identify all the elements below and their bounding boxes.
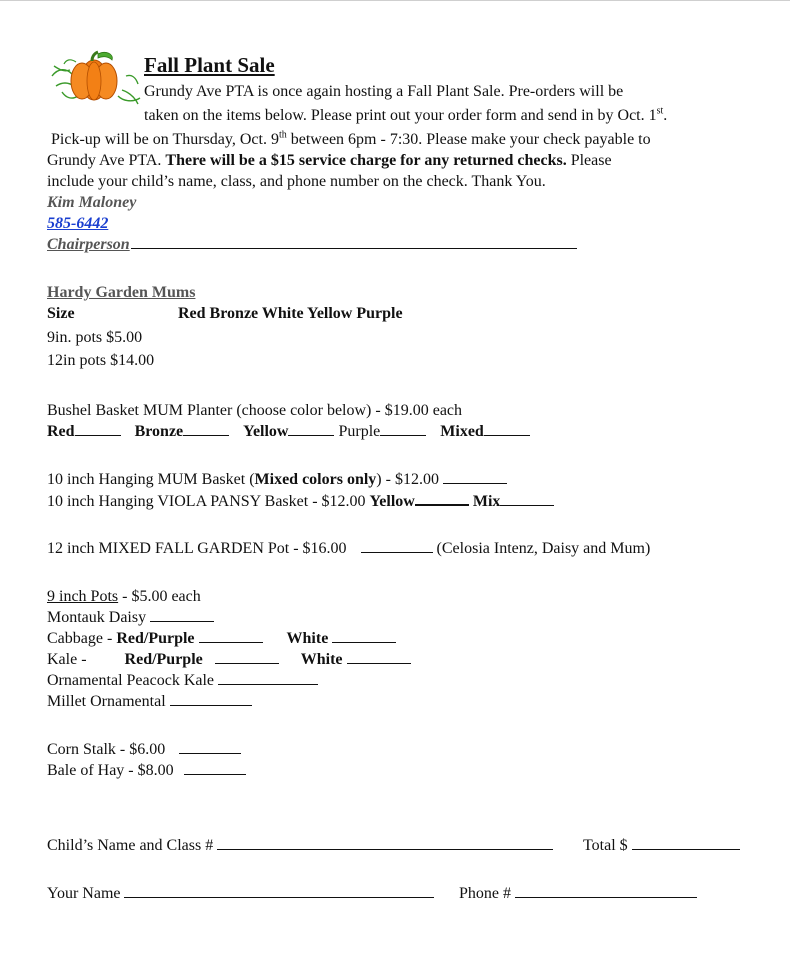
kale-red-label: Red/Purple: [124, 651, 203, 668]
chairperson-rule: [131, 234, 577, 249]
cabbage-white-label: White: [286, 630, 329, 647]
nine-inch-price: - $5.00 each: [118, 588, 201, 605]
bushel-bronze-label: Bronze: [134, 423, 184, 440]
cabbage-red-blank[interactable]: [199, 628, 263, 643]
para-line-2-end: Please: [566, 152, 612, 169]
viola-mix-label: Mix: [472, 493, 501, 510]
bale-hay-line: [47, 760, 246, 781]
phone-line: [459, 883, 697, 904]
para-line-1-sup: th: [278, 129, 287, 141]
para-line-2: [47, 150, 767, 171]
contact-name: Kim Maloney: [47, 194, 137, 211]
kale-line: [47, 649, 411, 670]
total-line: [583, 835, 740, 856]
pumpkin-icon: [48, 46, 144, 108]
intro-line-2: [144, 105, 667, 126]
mum-12in-row: 12in pots $14.00: [47, 352, 155, 369]
kale-white-blank[interactable]: [347, 649, 411, 664]
viola-yellow-label: Yellow: [369, 493, 415, 510]
total-blank[interactable]: [632, 835, 740, 850]
mum-9in-row: 9in. pots $5.00: [47, 329, 143, 346]
nine-inch-title: 9 inch Pots: [47, 588, 119, 605]
kale-red-blank[interactable]: [215, 649, 279, 664]
hanging-mum-line: [47, 469, 507, 490]
phone-blank[interactable]: [515, 883, 697, 898]
cabbage-label: Cabbage -: [47, 630, 117, 647]
intro-line-1: Grundy Ave PTA is once again hosting a Fall Plant Sale. Pre-orders will be: [144, 83, 624, 100]
bushel-red-blank[interactable]: [75, 421, 121, 436]
bushel-basket-line: Bushel Basket MUM Planter (choose color below) - $19.00 each: [47, 402, 463, 419]
peacock-kale-blank[interactable]: [218, 670, 318, 685]
millet-label: Millet Ornamental: [47, 693, 166, 710]
millet-blank[interactable]: [170, 691, 252, 706]
intro-line-2-end: .: [663, 107, 668, 124]
cabbage-red-label: Red/Purple: [116, 630, 195, 647]
child-name-blank[interactable]: [217, 835, 553, 850]
your-name-label: Your Name: [47, 885, 121, 902]
kale-white-label: White: [300, 651, 343, 668]
page-title: Fall Plant Sale: [144, 53, 275, 77]
returned-check-warning: There will be a $15 service charge for any returned checks.: [165, 152, 567, 169]
mums-section-title: Hardy Garden Mums: [47, 284, 196, 301]
phone-label: Phone #: [459, 885, 511, 902]
bushel-color-options: [47, 421, 530, 442]
corn-stalk-line: [47, 739, 241, 760]
bushel-bronze-blank[interactable]: [183, 421, 229, 436]
bushel-purple-blank[interactable]: [380, 421, 426, 436]
hanging-mum-blank[interactable]: [443, 469, 507, 484]
montauk-daisy-label: Montauk Daisy: [47, 609, 147, 626]
hanging-viola-text: 10 inch Hanging VIOLA PANSY Basket - $12.00: [47, 493, 370, 510]
hanging-mum-mixed-only: Mixed colors only: [254, 471, 377, 488]
fall-garden-pot-text: 12 inch MIXED FALL GARDEN Pot - $16.00: [47, 540, 347, 557]
bushel-yellow-label: Yellow: [243, 423, 289, 440]
kale-label: Kale -: [47, 651, 87, 668]
intro-line-2-sup: st: [656, 105, 664, 117]
info-paragraph: [47, 129, 767, 192]
bale-hay-blank[interactable]: [184, 760, 246, 775]
corn-stalk-blank[interactable]: [179, 739, 241, 754]
hanging-mum-text: 10 inch Hanging MUM Basket (: [47, 471, 255, 488]
nine-inch-header: [47, 586, 201, 607]
child-name-line: [47, 835, 553, 856]
bushel-red-label: Red: [47, 423, 75, 440]
contact-phone-link[interactable]: 585-6442: [47, 215, 109, 232]
montauk-daisy-line: [47, 607, 214, 628]
hanging-mum-price: ) - $12.00: [376, 471, 439, 488]
fall-garden-pot-note: (Celosia Intenz, Daisy and Mum): [436, 540, 651, 557]
bushel-purple-label: Purple: [338, 423, 381, 440]
montauk-daisy-blank[interactable]: [150, 607, 214, 622]
intro-line-2-text: taken on the items below. Please print out your order form and send in by Oct. 1: [144, 107, 657, 124]
bushel-mixed-blank[interactable]: [484, 421, 530, 436]
bale-hay-label: Bale of Hay - $8.00: [47, 762, 174, 779]
fall-garden-pot-blank[interactable]: [361, 538, 433, 553]
top-border: [0, 0, 790, 1]
corn-stalk-label: Corn Stalk - $6.00: [47, 741, 166, 758]
bushel-mixed-label: Mixed: [440, 423, 484, 440]
hanging-viola-line: [47, 490, 554, 512]
contact-block: [47, 192, 577, 255]
para-line-3: include your child’s name, class, and phone number on the check. Thank You.: [47, 173, 546, 190]
total-label: Total $: [583, 837, 628, 854]
your-name-line: [47, 883, 434, 904]
para-line-2-text: Grundy Ave PTA.: [47, 152, 166, 169]
size-column-header: Size: [47, 305, 75, 322]
viola-mix-blank[interactable]: [500, 491, 554, 506]
colors-column-header: Red Bronze White Yellow Purple: [178, 305, 403, 322]
bushel-yellow-blank[interactable]: [288, 421, 334, 436]
fall-garden-pot-line: [47, 538, 650, 559]
peacock-kale-label: Ornamental Peacock Kale: [47, 672, 215, 689]
peacock-kale-line: [47, 670, 318, 691]
para-line-1-end: between 6pm - 7:30. Please make your check payable to: [286, 131, 651, 148]
cabbage-line: [47, 628, 396, 649]
contact-role: Chairperson: [47, 236, 130, 253]
millet-line: [47, 691, 252, 712]
child-name-label: Child’s Name and Class #: [47, 837, 214, 854]
para-line-1-text: Pick-up will be on Thursday, Oct. 9: [51, 131, 279, 148]
para-line-1: [47, 129, 767, 150]
viola-yellow-blank[interactable]: [415, 490, 469, 506]
your-name-blank[interactable]: [124, 883, 434, 898]
cabbage-white-blank[interactable]: [332, 628, 396, 643]
